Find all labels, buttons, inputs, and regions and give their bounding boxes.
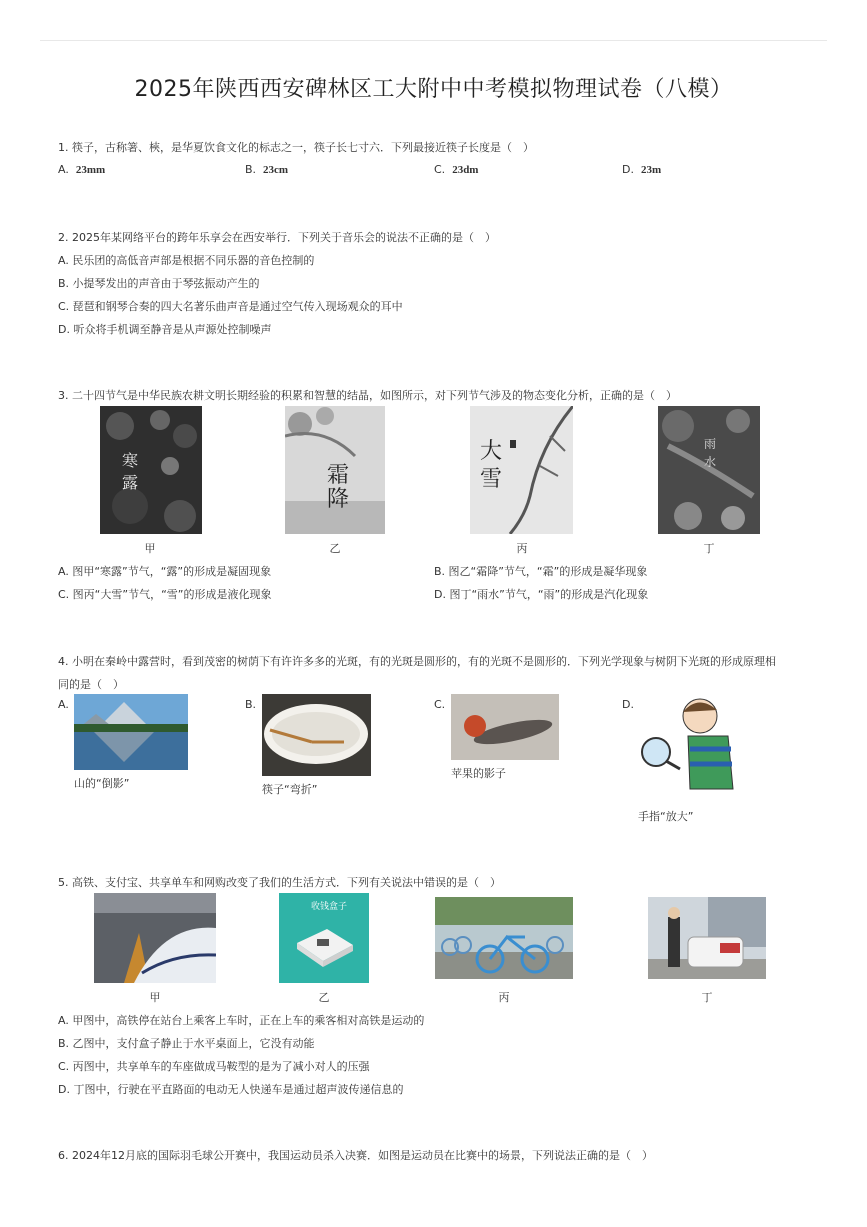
image-caption-ding: 丁 [703,542,715,555]
q1-option-b[interactable] [245,163,288,176]
q1-option-a[interactable] [58,163,105,176]
q1-option-c[interactable] [434,163,478,176]
q2-option-d[interactable]: D. 听众将手机调至静音是从声源处控制噪声 [58,323,272,336]
svg-text:收钱盒子: 收钱盒子 [311,902,348,912]
solar-term-image-hanlu [100,406,202,534]
image-caption-jia: 甲 [144,542,156,555]
image-caption-bing: 丙 [498,991,510,1004]
question-6-stem: 6. 2024年12月底的国际羽毛球公开赛中，我国运动员杀入决赛．如图是运动员在比赛中的场景，下列说法正确的是（ ） [58,1149,653,1162]
q5-option-c[interactable]: C. 丙图中，共享单车的车座做成马鞍型的是为了减小对人的压强 [58,1060,370,1073]
q3-option-d[interactable]: D. 图丁“雨水”节气，“雨”的形成是汽化现象 [434,588,649,601]
page-title: 2025年陕西西安碑林区工大附中中考模拟物理试卷（八模） [134,77,733,102]
q1-option-d[interactable] [622,163,661,176]
q2-option-a[interactable]: A. 民乐团的高低音声部是根据不同乐器的音色控制的 [58,254,315,267]
q3-option-b[interactable]: B. 图乙“霜降”节气，“霜”的形成是凝华现象 [434,565,648,578]
payment-box-photo [279,893,369,983]
solar-term-image-yushui [658,406,760,534]
high-speed-train-photo [94,893,216,983]
svg-text:降: 降 [327,487,350,512]
option-text: 23dm [452,164,479,176]
q5-option-b[interactable]: B. 乙图中，支付盒子静止于水平桌面上，它没有动能 [58,1037,315,1050]
svg-text:大: 大 [480,439,503,464]
q5-option-a[interactable]: A. 甲图中，高铁停在站台上乘客上车时，正在上车的乘客相对高铁是运动的 [58,1014,425,1027]
option-text: 23m [640,164,662,176]
q4-option-c-letter[interactable]: C. [434,698,446,711]
q5-option-d[interactable]: D. 丁图中，行驶在平直路面的电动无人快递车是通过超声波传递信息的 [58,1083,404,1096]
option-text: 23mm [75,164,106,176]
image-caption-bing: 丙 [516,542,528,555]
svg-text:霜: 霜 [327,463,350,488]
q4-caption-d: 手指“放大” [638,810,694,823]
question-5-stem: 5. 高铁、支付宝、共享单车和网购改变了我们的生活方式．下列有关说法中错误的是（ ） [58,876,501,889]
option-letter: B. [245,163,257,176]
option-letter: C. [434,163,446,176]
svg-text:水: 水 [704,455,717,469]
option-text: 23cm [263,164,289,176]
svg-text:雪: 雪 [480,467,503,492]
q4-option-d-letter[interactable]: D. [622,698,634,711]
question-4-stem-line1: 4. 小明在秦岭中露营时，看到茂密的树荫下有许许多多的光斑，有的光斑是圆形的，有的光斑不是圆形的．下列光学现象与树阴下光斑的形成原理相 [58,655,776,668]
apple-shadow-photo [451,694,559,760]
svg-text:露: 露 [122,473,139,492]
q4-option-a-letter[interactable]: A. [58,698,69,711]
chopstick-bowl-photo [262,694,371,776]
delivery-robot-photo [648,897,766,979]
q2-option-b[interactable]: B. 小提琴发出的声音由于琴弦振动产生的 [58,277,260,290]
svg-text:寒: 寒 [122,451,139,470]
q3-option-a[interactable]: A. 图甲“寒露”节气，“露”的形成是凝固现象 [58,565,272,578]
solar-term-image-daxue [470,406,573,534]
solar-term-image-shuangjiang [285,406,385,534]
svg-text:雨: 雨 [704,437,717,451]
q2-option-c[interactable]: C. 琵琶和钢琴合奏的四大名著乐曲声音是通过空气传入现场观众的耳中 [58,300,403,313]
image-caption-jia: 甲 [149,991,161,1004]
q4-caption-a: 山的“倒影” [74,777,130,790]
image-caption-ding: 丁 [701,991,713,1004]
image-caption-yi: 乙 [318,991,330,1004]
image-caption-yi: 乙 [329,542,341,555]
question-1-stem: 1. 筷子，古称箸、梜，是华夏饮食文化的标志之一，筷子长七寸六．下列最接近筷子长度是（ ） [58,141,534,154]
magnifier-finger-illustration [638,694,738,800]
q3-option-c[interactable]: C. 图丙“大雪”节气，“雪”的形成是液化现象 [58,588,272,601]
q4-caption-c: 苹果的影子 [451,767,506,780]
q4-caption-b: 筷子“弯折” [262,783,318,796]
top-divider [40,40,827,41]
q4-option-b-letter[interactable]: B. [245,698,257,711]
question-4-stem-line2: 同的是（ ） [58,678,124,691]
option-letter: D. [622,163,634,176]
question-2-stem: 2. 2025年某网络平台的跨年乐享会在西安举行．下列关于音乐会的说法不正确的是（ ） [58,231,496,244]
question-3-stem: 3. 二十四节气是中华民族农耕文明长期经验的积累和智慧的结晶，如图所示，对下列节气涉及的物态变化分析，正确的是（ ） [58,389,677,402]
option-letter: A. [58,163,69,176]
shared-bicycles-photo [435,897,573,979]
mountain-reflection-photo [74,694,188,770]
